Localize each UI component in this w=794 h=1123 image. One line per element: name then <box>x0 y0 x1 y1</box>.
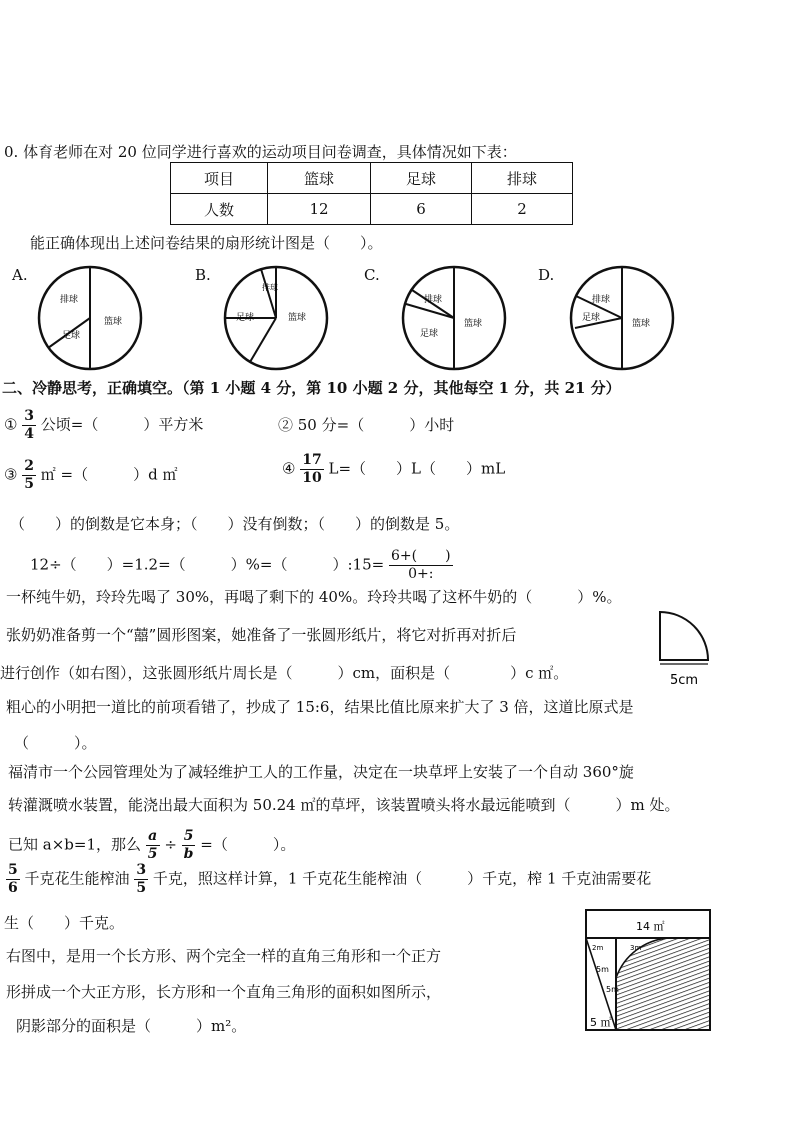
slice-label: 足球 <box>420 329 439 339</box>
q1-part-d <box>282 452 505 487</box>
slice-label: 足球 <box>236 313 255 323</box>
option-b-letter: B. <box>195 266 211 284</box>
figure-label: 3m <box>630 944 642 952</box>
question-10b-line-1: 右图中，是用一个长方形、两个完全一样的直角三角形和一个正方 <box>6 947 442 965</box>
pie-chart-option-c <box>398 262 510 374</box>
table-cell: 篮球 <box>268 163 371 194</box>
fraction <box>389 548 453 583</box>
q9-text: 千克，照这样计算，1 千克花生能榨油（ ）千克，榨 1 千克油需要花 <box>152 869 652 888</box>
fraction <box>134 862 148 897</box>
circled-number: ④ <box>282 459 296 478</box>
q3-text: 12÷（ ）=1.2=（ ）%=（ ）:15= <box>30 555 385 574</box>
figure-label: 5m <box>596 965 609 974</box>
fraction <box>22 408 36 443</box>
table-cell: 排球 <box>472 163 573 194</box>
table-cell: 人数 <box>171 194 268 225</box>
q1-c-text: ㎡ =（ ）d ㎡ <box>40 465 178 484</box>
section-2-heading: 二、冷静思考，正确填空。（第 1 小题 4 分，第 10 小题 2 分，其他每空 1 分，共 21 分） <box>2 379 621 397</box>
q1-part-a <box>4 408 203 443</box>
question-5-line-2: 进行创作（如右图），这张圆形纸片周长是（ ）cm，面积是（ ）c ㎡。 <box>0 664 569 682</box>
question-4: 一杯纯牛奶，玲玲先喝了 30%，再喝了剩下的 40%。玲玲共喝了这杯牛奶的（ ）%。 <box>6 588 622 606</box>
question-7-line-2: 转灌溉喷水装置，能浇出最大面积为 50.24 ㎡的草坪，该装置喷头将水最远能喷到（ ）m 处。 <box>8 796 680 814</box>
question-7-line-1: 福清市一个公园管理处为了减轻维护工人的工作量，决定在一块草坪上安装了一个自动 360°旋 <box>8 763 634 781</box>
square-composition-figure <box>572 900 722 1040</box>
numerator: 5 <box>182 828 196 846</box>
slice-label: 篮球 <box>104 317 123 327</box>
question-9-line-2: 生（ ）千克。 <box>4 914 125 932</box>
denominator: 6 <box>8 880 18 896</box>
slice-label: 足球 <box>62 331 81 341</box>
option-c-letter: C. <box>364 266 380 284</box>
pie-chart-option-b <box>220 262 332 374</box>
table-cell: 6 <box>371 194 472 225</box>
circled-number: ③ <box>4 465 18 484</box>
pie-chart-option-d <box>566 262 678 374</box>
figure-label: 5m <box>606 985 619 994</box>
numerator: 2 <box>24 458 34 474</box>
denominator: 4 <box>24 426 34 442</box>
figure-label: 14 ㎡ <box>636 920 665 933</box>
slice-label: 排球 <box>592 295 611 305</box>
q1-part-b: ② 50 分=（ ）小时 <box>278 416 455 434</box>
question-3 <box>30 548 453 583</box>
denominator: 5 <box>147 846 158 862</box>
fraction <box>6 862 20 897</box>
table-cell: 12 <box>268 194 371 225</box>
q9-text: 千克花生能榨油 <box>24 869 130 888</box>
table-row <box>171 194 573 225</box>
question-5-line-1: 张奶奶准备剪一个“囍”圆形图案，她准备了一张圆形纸片，将它对折再对折后 <box>6 626 517 644</box>
survey-table <box>170 162 573 225</box>
fraction <box>300 452 323 487</box>
numerator: a <box>146 828 160 846</box>
fraction <box>22 458 36 493</box>
table-cell: 足球 <box>371 163 472 194</box>
denominator: 10 <box>302 470 322 486</box>
numerator: 5 <box>8 862 18 878</box>
q8-prefix: 已知 a×b=1，那么 <box>8 835 141 854</box>
denominator: 5 <box>136 880 147 896</box>
slice-label: 篮球 <box>632 319 651 329</box>
slice-label: 足球 <box>582 313 601 323</box>
table-cell: 项目 <box>171 163 268 194</box>
slice-label: 排球 <box>424 295 443 305</box>
question-9-line-1 <box>6 862 651 897</box>
denominator: b <box>183 846 194 862</box>
figure-label: 5cm <box>670 673 699 688</box>
table-row <box>171 163 573 194</box>
question-6-line-2: （ ）。 <box>14 734 97 752</box>
slice-label: 排球 <box>60 295 79 305</box>
fraction <box>146 828 160 863</box>
numerator: 3 <box>24 408 34 424</box>
figure-label: 5 ㎡ <box>590 1016 612 1029</box>
fraction <box>182 828 196 863</box>
q1-a-text: 公顷=（ ）平方米 <box>40 415 204 434</box>
question-6-line-1: 粗心的小明把一道比的前项看错了，抄成了 15:6，结果比值比原来扩大了 3 倍，这道比原式是 <box>6 698 634 716</box>
option-d-letter: D. <box>538 266 555 284</box>
question-2: （ ）的倒数是它本身；（ ）没有倒数；（ ）的倒数是 5。 <box>10 515 460 533</box>
denominator: 5 <box>24 476 34 492</box>
question-10b-line-3: 阴影部分的面积是（ ）m²。 <box>16 1017 247 1035</box>
numerator: 17 <box>302 452 322 468</box>
question-10-prompt: 能正确体现出上述问卷结果的扇形统计图是（ ）。 <box>30 234 383 252</box>
quarter-circle-figure <box>652 606 724 688</box>
denominator: 0+: <box>408 566 434 582</box>
question-8 <box>8 828 295 863</box>
table-cell: 2 <box>472 194 573 225</box>
circled-number: ① <box>4 415 18 434</box>
numerator: 6+( ) <box>390 548 451 564</box>
pie-chart-option-a <box>34 262 146 374</box>
slice-label: 篮球 <box>464 319 483 329</box>
q1-part-c <box>4 458 177 493</box>
slice-label: 篮球 <box>288 313 307 323</box>
q1-d-text: L=（ ）L（ ）mL <box>328 459 506 478</box>
numerator: 3 <box>136 862 147 878</box>
option-a-letter: A. <box>12 266 28 284</box>
question-10-title: 0. 体育老师在对 20 位同学进行喜欢的运动项目问卷调查，具体情况如下表： <box>4 143 517 161</box>
figure-label: 2m <box>592 944 604 952</box>
slice-label: 排球 <box>262 283 278 292</box>
q8-suffix: =（ ）。 <box>200 835 296 854</box>
operator: ÷ <box>164 835 177 854</box>
question-10b-line-2: 形拼成一个大正方形，长方形和一个直角三角形的面积如图所示， <box>6 983 442 1001</box>
